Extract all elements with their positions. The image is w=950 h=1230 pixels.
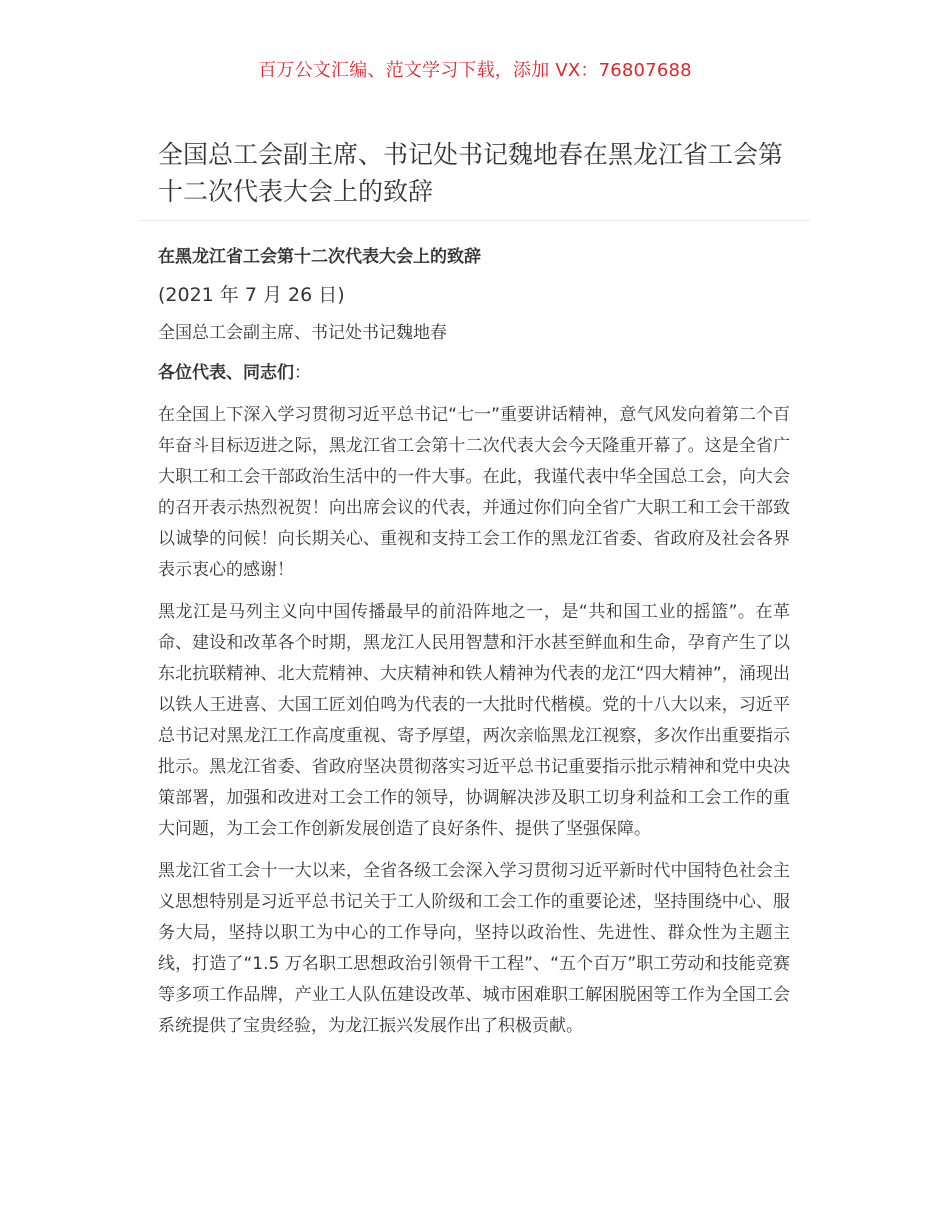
speech-date: (2021 年 7 月 26 日) <box>158 284 345 306</box>
salutation-text: 各位代表、同志们 <box>158 363 294 383</box>
paragraph-3: 黑龙江省工会十一大以来，全省各级工会深入学习贯彻习近平新时代中国特色社会主义思想特别是习近平总书记关于工人阶级和工会工作的重要论述，坚持围绕中心、服务大局，坚持以职工为中心的工作导向，坚持以政治性、先进性、群众性为主题主线，打造了“1.5 万名职工思想政治引领骨干工程”、“五个百万”职工劳动和技能竞赛等多项工作品牌，产业工人队伍建设改革、城市困难职工解困脱困等工作为全国工会系统提供了宝贵经验，为龙江振兴发展作出了积极贡献。 <box>158 861 790 1036</box>
article-body <box>158 242 790 1053</box>
article-header <box>158 136 790 210</box>
salutation <box>158 358 790 388</box>
speech-subtitle: 在黑龙江省工会第十二次代表大会上的致辞 <box>158 247 481 267</box>
download-banner: 百万公文汇编、范文学习下载，添加 VX：76807688 <box>258 60 692 81</box>
paragraph-2: 黑龙江是马列主义向中国传播最早的前沿阵地之一，是“共和国工业的摇篮”。在革命、建设和改革各个时期，黑龙江人民用智慧和汗水甚至鲜血和生命，孕育产生了以东北抗联精神、北大荒精神、大庆精神和铁人精神为代表的龙江“四大精神”，涌现出以铁人王进喜、大国工匠刘伯鸣为代表的一大批时代楷模。党的十八大以来，习近平总书记对黑龙江工作高度重视、寄予厚望，两次亲临黑龙江视察，多次作出重要指示批示。黑龙江省委、省政府坚决贯彻落实习近平总书记重要指示批示精神和党中央决策部署，加强和改进对工会工作的领导，协调解决涉及职工切身利益和工会工作的重大问题，为工会工作创新发展创造了良好条件、提供了坚强保障。 <box>158 602 790 839</box>
paragraph-1: 在全国上下深入学习贯彻习近平总书记“七一”重要讲话精神，意气风发向着第二个百年奋斗目标迈进之际，黑龙江省工会第十二次代表大会今天隆重开幕了。这是全省广大职工和工会干部政治生活中的一件大事。在此，我谨代表中华全国总工会，向大会的召开表示热烈祝贺！向出席会议的代表，并通过你们向全省广大职工和工会干部致以诚挚的问候！向长期关心、重视和支持工会工作的黑龙江省委、省政府及社会各界表示衷心的感谢！ <box>158 405 790 580</box>
speech-author: 全国总工会副主席、书记处书记魏地春 <box>158 323 447 343</box>
salutation-colon: ： <box>294 363 311 383</box>
title-divider <box>140 220 810 221</box>
page-title: 全国总工会副主席、书记处书记魏地春在黑龙江省工会第十二次代表大会上的致辞 <box>158 140 784 206</box>
